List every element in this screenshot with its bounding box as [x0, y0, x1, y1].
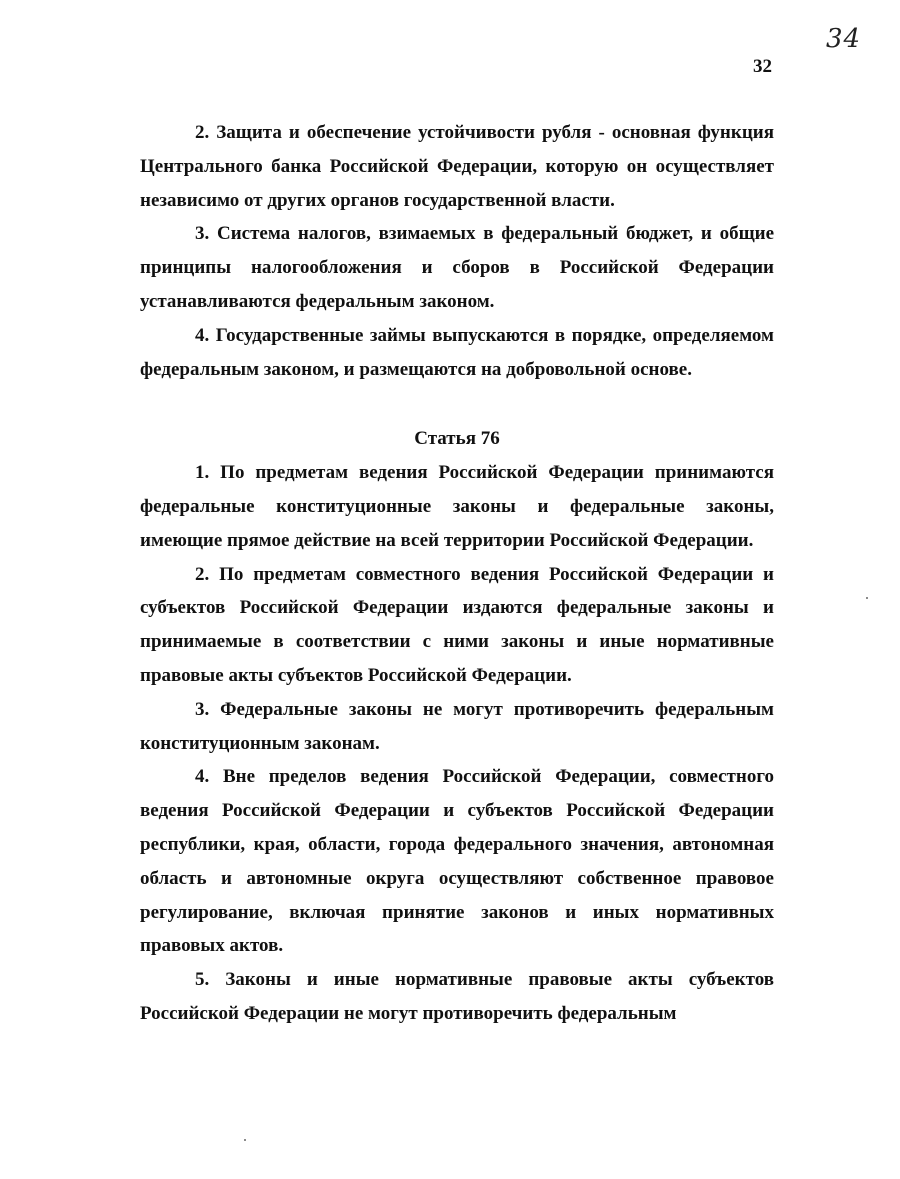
paragraph-75-3: 3. Система налогов, взимаемых в федеральный бюджет, и общие принципы налогообложения и сборов в Российской Федерации устанавливаются федеральным законом. — [140, 223, 774, 312]
scan-speck — [866, 597, 868, 599]
scan-speck — [244, 1139, 246, 1141]
paragraph-76-2: 2. По предметам совместного ведения Российской Федерации и субъектов Российской Федерации издаются федеральные законы и принимаемые в соответствии с ними законы и иные нормативные правовые акты субъектов Российской Федерации. — [140, 563, 774, 686]
handwritten-page-number: 34 — [826, 24, 862, 54]
paragraph-75-4: 4. Государственные займы выпускаются в порядке, определяемом федеральным законом, и размещаются на добровольной основе. — [140, 324, 774, 380]
paragraph-76-3: 3. Федеральные законы не могут противоречить федеральным конституционным законам. — [140, 698, 774, 754]
page-number: 32 — [753, 56, 772, 77]
article-76-heading: Статья 76 — [414, 428, 500, 450]
paragraph-76-1: 1. По предметам ведения Российской Федерации принимаются федеральные конституционные законы и федеральные законы, имеющие прямое действие на всей территории Российской Федерации. — [140, 462, 774, 551]
paragraph-76-4: 4. Вне пределов ведения Российской Федерации, совместного ведения Российской Федерации и субъектов Российской Федерации республики, края, области, города федерального значения, автономная область и автономные округа осуществляют собственное правовое регулирование, включая принятие законов и иных нормативных правовых актов. — [140, 766, 774, 957]
paragraph-76-5: 5. Законы и иные нормативные правовые акты субъектов Российской Федерации не могут противоречить федеральным — [140, 969, 774, 1024]
document-body — [140, 116, 774, 1031]
paragraph-75-2: 2. Защита и обеспечение устойчивости рубля - основная функция Центрального банка Российской Федерации, которую он осуществляет независимо от других органов государственной власти. — [140, 122, 774, 211]
